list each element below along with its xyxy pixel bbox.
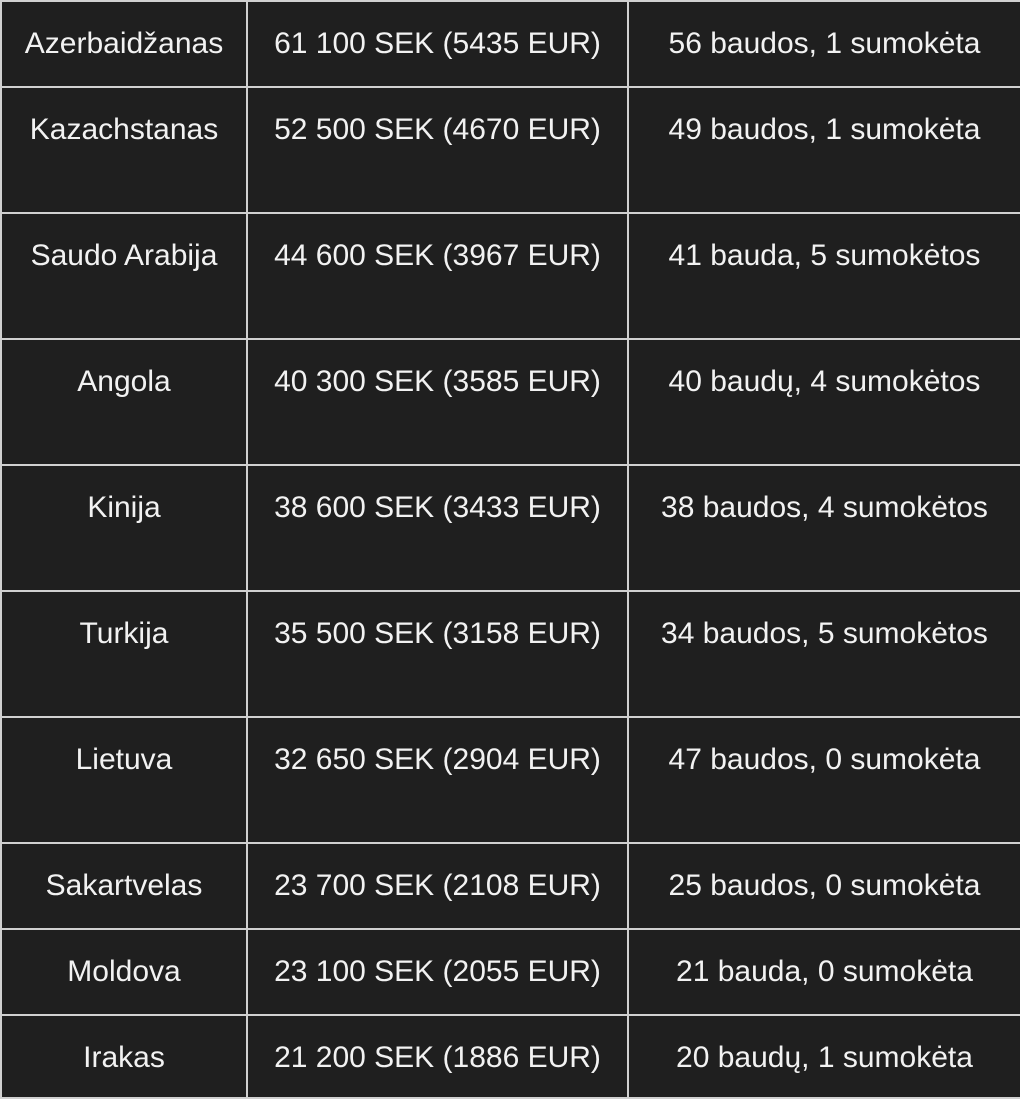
fines-cell: 41 bauda, 5 sumokėtos — [628, 213, 1020, 339]
amount-cell: 32 650 SEK (2904 EUR) — [247, 717, 628, 843]
fines-cell: 21 bauda, 0 sumokėta — [628, 929, 1020, 1015]
fines-cell: 47 baudos, 0 sumokėta — [628, 717, 1020, 843]
fines-cell: 38 baudos, 4 sumokėtos — [628, 465, 1020, 591]
country-cell: Moldova — [1, 929, 247, 1015]
amount-cell: 44 600 SEK (3967 EUR) — [247, 213, 628, 339]
amount-cell: 35 500 SEK (3158 EUR) — [247, 591, 628, 717]
country-cell: Sakartvelas — [1, 843, 247, 929]
table-row — [1, 591, 1020, 717]
country-cell: Irakas — [1, 1015, 247, 1098]
table-row — [1, 843, 1020, 929]
table-row — [1, 213, 1020, 339]
table-row — [1, 1015, 1020, 1098]
country-cell: Angola — [1, 339, 247, 465]
fines-cell: 34 baudos, 5 sumokėtos — [628, 591, 1020, 717]
fines-cell: 40 baudų, 4 sumokėtos — [628, 339, 1020, 465]
country-cell: Saudo Arabija — [1, 213, 247, 339]
country-cell: Turkija — [1, 591, 247, 717]
country-cell: Lietuva — [1, 717, 247, 843]
table-row — [1, 339, 1020, 465]
country-cell: Kinija — [1, 465, 247, 591]
amount-cell: 40 300 SEK (3585 EUR) — [247, 339, 628, 465]
amount-cell: 61 100 SEK (5435 EUR) — [247, 1, 628, 87]
amount-cell: 38 600 SEK (3433 EUR) — [247, 465, 628, 591]
table-row — [1, 465, 1020, 591]
amount-cell: 23 100 SEK (2055 EUR) — [247, 929, 628, 1015]
amount-cell: 23 700 SEK (2108 EUR) — [247, 843, 628, 929]
amount-cell: 21 200 SEK (1886 EUR) — [247, 1015, 628, 1098]
fines-cell: 25 baudos, 0 sumokėta — [628, 843, 1020, 929]
fines-cell: 20 baudų, 1 sumokėta — [628, 1015, 1020, 1098]
fines-cell: 56 baudos, 1 sumokėta — [628, 1, 1020, 87]
table-row — [1, 717, 1020, 843]
country-cell: Azerbaidžanas — [1, 1, 247, 87]
fines-cell: 49 baudos, 1 sumokėta — [628, 87, 1020, 213]
table-row — [1, 929, 1020, 1015]
country-cell: Kazachstanas — [1, 87, 247, 213]
table-row — [1, 1, 1020, 87]
amount-cell: 52 500 SEK (4670 EUR) — [247, 87, 628, 213]
table-row — [1, 87, 1020, 213]
